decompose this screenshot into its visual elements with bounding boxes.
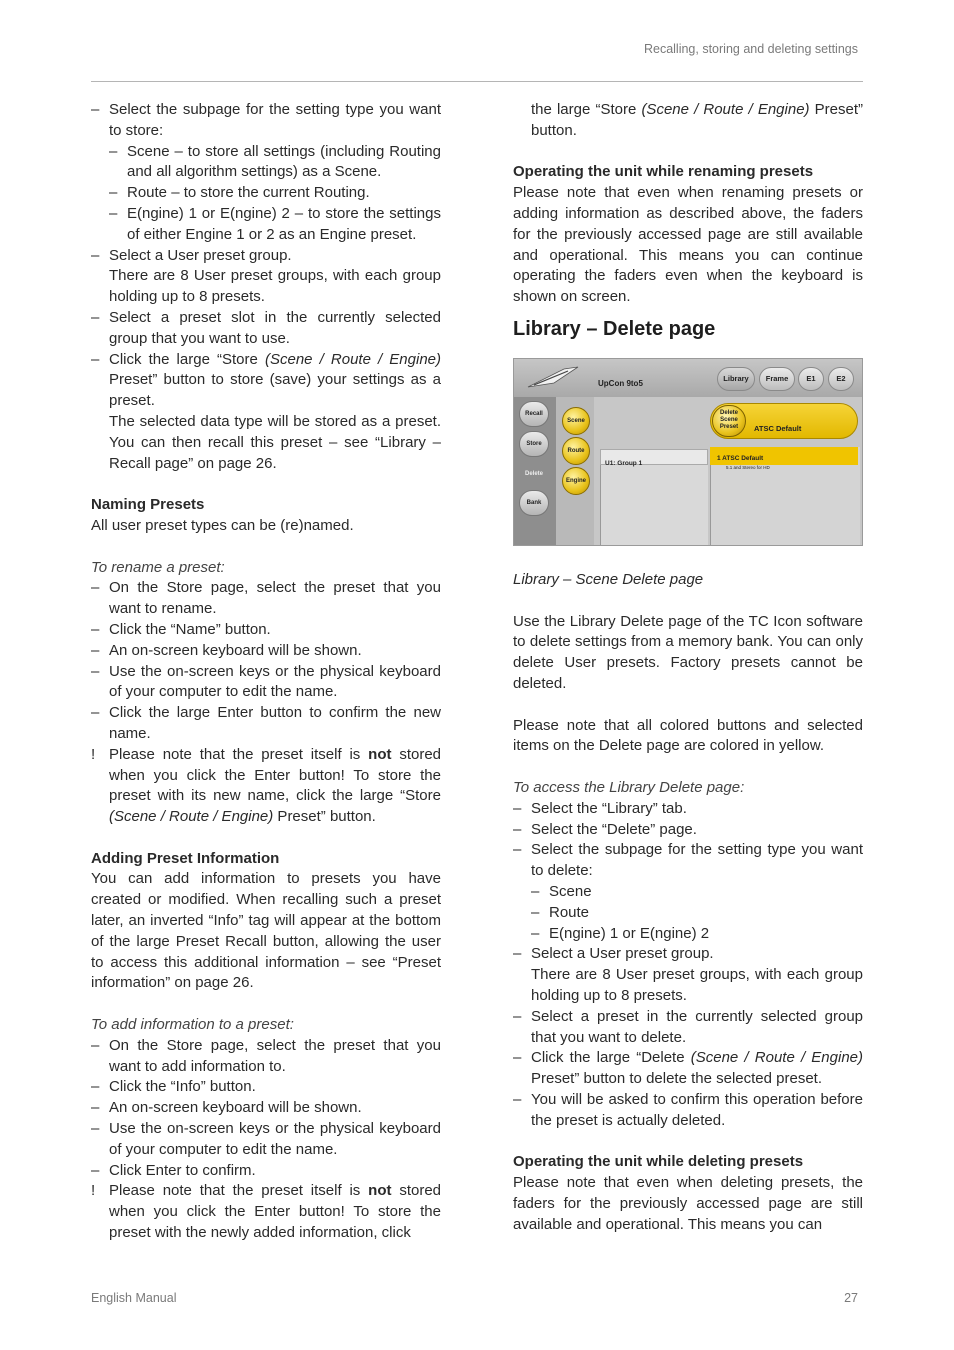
list-item: – Select the subpage for the setting type you want to delete: <box>513 841 863 880</box>
preset-name: ATSC Default <box>754 423 802 433</box>
store-button[interactable]: Store <box>519 431 549 457</box>
right-column <box>513 100 863 1235</box>
warning-note: ! Please note that the preset itself is not stored when you click the Enter button! To store the preset with the newly added information, click <box>91 1182 442 1242</box>
list-item: – Use the on-screen keys or the physical keyboard of your computer to edit the name. <box>91 1120 441 1158</box>
route-button[interactable]: Route <box>562 437 590 465</box>
list-item: – Select the “Delete” page. <box>513 820 697 838</box>
delete-page-screenshot <box>513 358 863 546</box>
tab-frame[interactable]: Frame <box>759 367 795 391</box>
delete-scene-preset-button[interactable]: Delete Scene Preset <box>712 405 746 437</box>
procedure-intro: To rename a preset: <box>91 558 225 576</box>
list-item: – Use the on-screen keys or the physical keyboard of your computer to edit the name. <box>91 662 441 701</box>
procedure-intro: To access the Library Delete page: <box>513 778 745 796</box>
list-item: – On the Store page, select the preset that you want to rename. <box>91 579 441 618</box>
section-heading: Operating the unit while renaming presets <box>513 163 814 181</box>
list-item: – Select a User preset group. <box>513 945 714 963</box>
section-heading: Naming Presets <box>91 496 205 514</box>
bank-button[interactable]: Bank <box>519 490 549 516</box>
list-item: – You will be asked to confirm this operation before the preset is actually deleted. <box>513 1090 863 1129</box>
scene-button[interactable]: Scene <box>562 407 590 435</box>
tab-e2[interactable]: E2 <box>828 367 854 391</box>
section-heading: Adding Preset Information <box>91 849 280 867</box>
list-note: The selected data type will be stored as a preset. You can then recall this preset – see “Library – Recall page” on page 26. <box>109 412 441 472</box>
preset-row-label: 1 ATSC Default <box>717 454 764 462</box>
delete-button[interactable]: Delete <box>524 470 543 477</box>
warning-note: ! Please note that the preset itself is not stored when you click the Enter button! To store the preset with its new name, click the large “Store (Scene / Route / Engine) Preset” button. <box>91 745 442 826</box>
section-title: Library – Delete page <box>513 317 716 340</box>
group-row[interactable]: U1: Group 1 <box>600 449 708 465</box>
list-item: – Click Enter to confirm. <box>91 1161 256 1179</box>
list-item: – On the Store page, select the preset that you want to add information to. <box>91 1036 441 1075</box>
left-column <box>91 100 441 1244</box>
footer-left: English Manual <box>91 1291 177 1305</box>
list-item: – Select a preset in the currently selected group that you want to delete. <box>513 1007 863 1046</box>
list-item: – Select the “Library” tab. <box>513 799 687 817</box>
figure-caption: Library – Scene Delete page <box>513 570 704 588</box>
list-item: – An on-screen keyboard will be shown. <box>91 1099 362 1117</box>
list-item: – Select a User preset group. <box>91 246 292 264</box>
paragraph: Please note that even when renaming presets or adding information as described above, the faders for the previously accessed page are still available and operational. This means you can continue operating the faders even when the keyboard is shown on screen. <box>513 184 863 306</box>
paragraph: Use the Library Delete page of the TC Icon software to delete settings from a memory bank. You can only delete User presets. Factory presets cannot be deleted. <box>513 612 863 692</box>
list-item: – An on-screen keyboard will be shown. <box>91 641 362 659</box>
list-item: – Click the “Info” button. <box>91 1078 256 1096</box>
paragraph: You can add information to presets you have created or modified. When recalling such a preset later, an inverted “Info” tag will appear at the bottom of the large Preset Recall button, allowing the user to access this additional information – see “Preset information” on page 26. <box>91 870 441 992</box>
section-heading: Operating the unit while deleting presets <box>513 1153 804 1171</box>
list-item: – Click the large “Delete (Scene / Route / Engine) Preset” button to delete the selected preset. <box>513 1049 863 1088</box>
paragraph: Please note that even when deleting presets, the faders for the previously accessed page are still available and operational. This means you can <box>513 1174 863 1233</box>
list-item: – Route – to store the current Routing. <box>109 184 370 202</box>
list-item: – Click the “Name” button. <box>91 620 271 638</box>
list-item: – Scene – to store all settings (including Routing and all algorithm settings) as a Scene. <box>109 142 441 181</box>
list-item: – E(ngine) 1 or E(ngine) 2 <box>531 924 710 942</box>
page-number: 27 <box>844 1291 858 1305</box>
procedure-intro: To add information to a preset: <box>91 1016 294 1034</box>
paragraph: All user preset types can be (re)named. <box>91 516 354 534</box>
tab-library[interactable]: Library <box>717 367 755 391</box>
recall-button[interactable]: Recall <box>519 401 549 427</box>
list-note: There are 8 User preset groups, with each group holding up to 8 presets. <box>531 966 863 1004</box>
preset-row-sub: 5.1 and Stereo for HD <box>726 464 770 470</box>
list-item: – Click the large “Store (Scene / Route / Engine) Preset” button to store (save) your settings as a preset. <box>91 350 441 410</box>
list-continuation: the large “Store (Scene / Route / Engine) Preset” button. <box>531 101 864 139</box>
header-rule <box>91 81 863 82</box>
list-item: – Select a preset slot in the currently selected group that you want to use. <box>91 308 441 347</box>
paragraph: Please note that all colored buttons and selected items on the Delete page are colored in yellow. <box>513 716 863 755</box>
running-head: Recalling, storing and deleting settings <box>643 42 858 56</box>
list-item: – Scene <box>531 882 592 900</box>
list-item: – E(ngine) 1 or E(ngine) 2 – to store the settings of either Engine 1 or 2 as an Engine preset. <box>109 204 441 243</box>
tc-logo-icon <box>524 363 582 391</box>
list-item: – Select the subpage for the setting type you want to store: <box>91 101 441 139</box>
tab-e1[interactable]: E1 <box>798 367 824 391</box>
app-name: UpCon 9to5 <box>598 378 643 388</box>
list-note: There are 8 User preset groups, with each group holding up to 8 presets. <box>109 267 441 306</box>
list-item: – Route <box>531 903 590 921</box>
engine-button[interactable]: Engine <box>562 467 590 495</box>
list-item: – Click the large Enter button to confirm the new name. <box>91 704 441 742</box>
